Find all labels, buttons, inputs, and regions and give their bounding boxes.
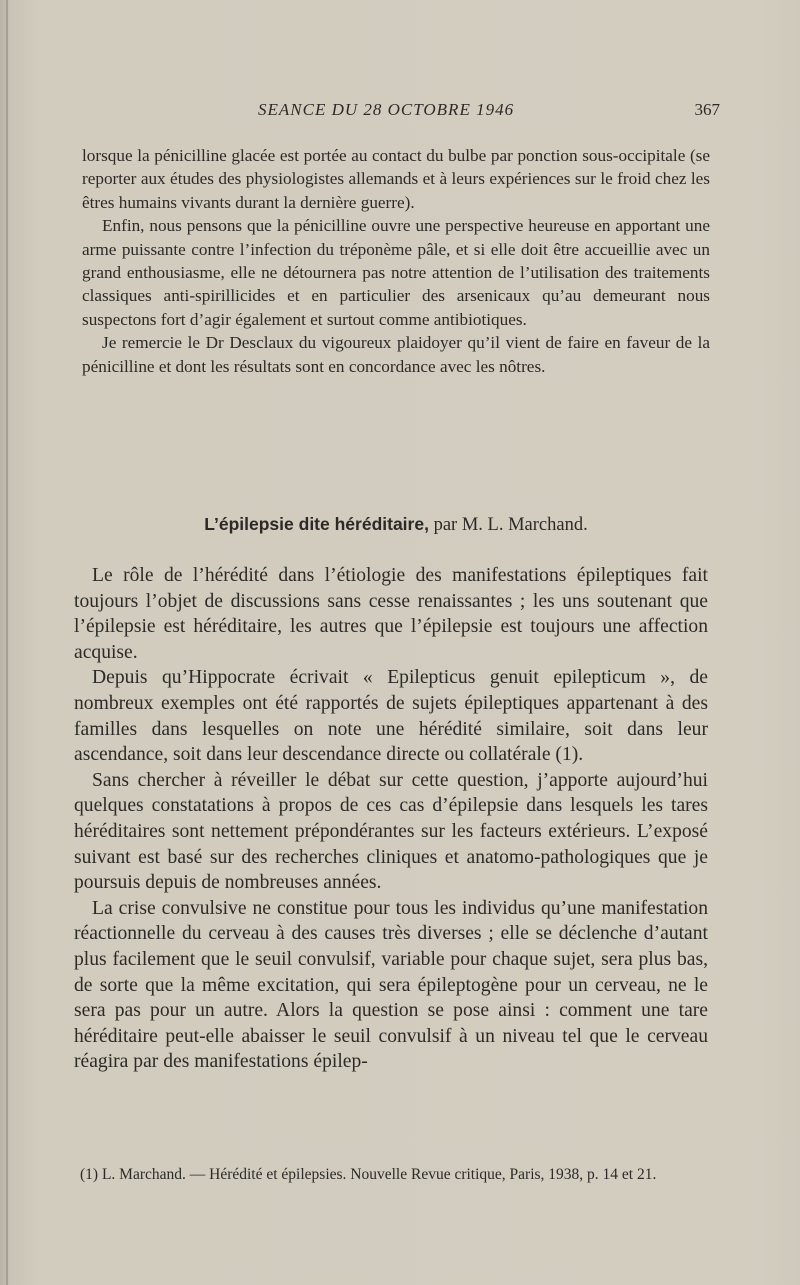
header-title: SEANCE DU 28 OCTOBRE 1946 <box>258 100 515 119</box>
footnote-text: (1) L. Marchand. — Hérédité et épilepsies. Nouvelle Revue critique, Paris, 1938, p. 14 et 21. <box>80 1166 657 1183</box>
page-spine-shadow <box>6 0 8 1285</box>
article-body <box>74 563 708 1075</box>
article-title: L’épilepsie dite héréditaire, <box>204 514 429 534</box>
paragraph: Le rôle de l’hérédité dans l’étiologie des manifestations épileptiques fait toujours l’objet de discussions sans cesse renaissantes ; les uns soutenant que l’épilepsie est héréditaire, les autres que l’épilepsie est toujours une affection acquise. <box>74 565 708 663</box>
page-number: 367 <box>694 100 720 119</box>
previous-article-continuation <box>82 144 710 378</box>
article-heading <box>82 514 710 536</box>
running-header <box>80 100 720 124</box>
paragraph: lorsque la pénicilline glacée est portée au contact du bulbe par ponction sous-occipitale (se reporter aux études des physiologistes allemands et à leurs expériences sur le froid chez les êtres humains vivants durant la dernière guerre). <box>82 146 710 212</box>
paragraph: La crise convulsive ne constitue pour tous les individus qu’une manifestation réactionnelle du cerveau à des causes très diverses ; elle se déclenche d’autant plus facilement que le seuil convulsif, variable pour chaque sujet, sera plus bas, de sorte que la même excitation, qui sera épileptogène pour un cerveau, ne le sera pas pour un autre. Alors la question se pose ainsi : comment une tare héréditaire peut-elle abaisser le seuil convulsif à un niveau tel que le cerveau réagira par des manifestations épilep- <box>74 897 708 1073</box>
paragraph: Sans chercher à réveiller le débat sur cette question, j’apporte aujourd’hui quelques constatations à propos de ces cas d’épilepsie dans lesquels les tares héréditaires sont nettement prépondérantes sur les facteurs extérieurs. L’exposé suivant est basé sur des recherches cliniques et anatomo-pathologiques que je poursuis depuis de nombreuses années. <box>74 769 708 894</box>
paragraph: Je remercie le Dr Desclaux du vigoureux plaidoyer qu’il vient de faire en faveur de la pénicilline et dont les résultats sont en concordance avec les nôtres. <box>82 333 710 376</box>
paragraph: Enfin, nous pensons que la pénicilline ouvre une perspective heureuse en apportant une arme puissante contre l’infection du tréponème pâle, et si elle doit être accueillie avec un grand enthousiasme, elle ne détournera pas notre attention de l’utilisation des traitements classiques anti-spirillicides et en particulier des arsenicaux qu’au demeurant nous suspectons fort d’agir également et surtout comme antibiotiques. <box>82 216 710 329</box>
footnote <box>62 1165 700 1185</box>
paragraph: Depuis qu’Hippocrate écrivait « Epilepticus genuit epilepticum », de nombreux exemples ont été rapportés de sujets épileptiques appartenant à des familles dans lesquelles on note une hérédité similaire, soit dans leur ascendance, soit dans leur descendance directe ou collatérale (1). <box>74 667 708 766</box>
article-byline: par M. L. Marchand. <box>433 515 588 535</box>
